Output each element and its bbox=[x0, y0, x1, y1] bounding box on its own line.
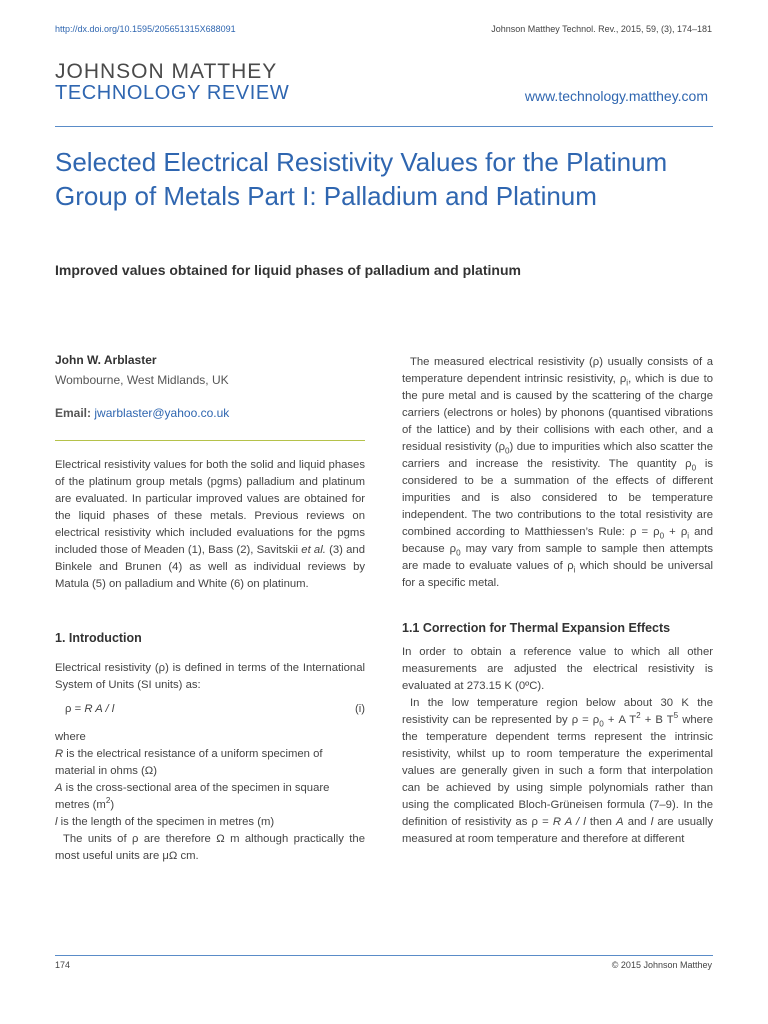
section-heading-thermal-expansion: 1.1 Correction for Thermal Expansion Effects bbox=[402, 621, 671, 635]
journal-citation: Johnson Matthey Technol. Rev., 2015, 59, (3), 174–181 bbox=[491, 24, 712, 34]
definition-A: A is the cross-sectional area of the specimen in square metres $(m^2)$ bbox=[55, 782, 330, 811]
author-email bbox=[55, 406, 365, 420]
section-heading-introduction: 1. Introduction bbox=[55, 631, 142, 645]
email-label: Email: bbox=[55, 406, 92, 420]
author-name: John W. Arblaster bbox=[55, 353, 157, 367]
definitions bbox=[55, 729, 365, 865]
header-divider bbox=[55, 126, 713, 127]
definition-R: R is the electrical resistance of a uniform specimen of material in ohms (Ω) bbox=[55, 748, 323, 777]
website-link[interactable]: www.technology.matthey.com bbox=[524, 88, 708, 104]
thermal-expansion-paragraphs bbox=[402, 644, 713, 848]
intro-paragraph: Electrical resistivity (ρ) is defined in terms of the International System of Units (SI units) as: bbox=[55, 662, 365, 691]
footer-divider bbox=[55, 955, 713, 956]
author-divider bbox=[55, 440, 365, 441]
reference-value-paragraph: In order to obtain a reference value to which all other measurements are adjusted the electrical resistivity is evaluated at 273.15 K (0ºC). bbox=[402, 646, 713, 692]
abstract-paragraph: Electrical resistivity values for both the solid and liquid phases of the platinum group metals (pgms) palladium and platinum are evaluated. In particular improved values are obtained for the liquid phases of these metals. Previous reviews on electrical resistivity which included evaluations for the pgms included those of Meaden (1), Bass (2), Savitskii et al. (3) and Binkele and Brunen (4) as well as individual reviews by Matula (5) on palladium and White (6) on platinum. bbox=[55, 459, 365, 590]
email-link[interactable]: jwarblaster@yahoo.co.uk bbox=[94, 406, 230, 420]
copyright-notice: © 2015 Johnson Matthey bbox=[611, 960, 712, 970]
article-subtitle: Improved values obtained for liquid phases of palladium and platinum bbox=[55, 262, 521, 278]
equation: ρ = R A / l bbox=[65, 703, 115, 715]
low-temperature-paragraph: In the low temperature region below about 30 K the resistivity can be represented by $\rho = \rho_0 + A$ $T^2 + B$ $T^5$ where the temperature dependent terms represent the intrinsic resistivity, whilst up to room temperature the experimental values are generally given in such a form that interpolation can be achieved by using simple polynomials rather than using the complicated Bloch-Grüneisen formula (7–9). In the definition of resistivity as ρ = R A / l then A and l are usually measured at room temperature and therefore at different bbox=[402, 697, 713, 845]
resistivity-paragraph: The measured electrical resistivity (ρ) usually consists of a temperature dependent intrinsic resistivity, $\rho_i$, which is due to the pure metal and is caused by the scattering of the charge carriers (electrons or holes) by phonons (quantised vibrations of the lattice) and by their collisions with each other, and a residual resistivity $(\rho_0)$ due to impurities which also scatter the carriers and increase the resistivity. The quantity $\rho_0$ is considered to be a summation of the effects of different impurities and is also considered to be temperature independent. The two contributions to the total resistivity are combined according to Matthiessen’s Rule: $\rho = \rho_0 + \rho_i$ and because $\rho_0$ may vary from sample to sample then attempts are made to evaluate values of $\rho_i$ which should be universal for a specific metal. bbox=[402, 356, 714, 589]
where-text: where bbox=[55, 731, 86, 743]
page-number: 174 bbox=[55, 960, 71, 970]
definition-l: l is the length of the specimen in metres (m) bbox=[55, 816, 275, 828]
units-paragraph: The units of ρ are therefore Ω m although practically the most useful units are μΩ cm. bbox=[55, 833, 365, 862]
article-title: Selected Electrical Resistivity Values for the Platinum Group of Metals Part I: Palladium and Platinum bbox=[55, 147, 668, 211]
journal-subtitle: TECHNOLOGY REVIEW bbox=[55, 82, 290, 104]
doi-link[interactable]: http://dx.doi.org/10.1595/205651315X688091 bbox=[55, 24, 236, 34]
equation-number: (i) bbox=[354, 703, 365, 715]
journal-name: JOHNSON MATTHEY bbox=[55, 60, 278, 83]
author-affiliation: Wombourne, West Midlands, UK bbox=[55, 373, 229, 387]
